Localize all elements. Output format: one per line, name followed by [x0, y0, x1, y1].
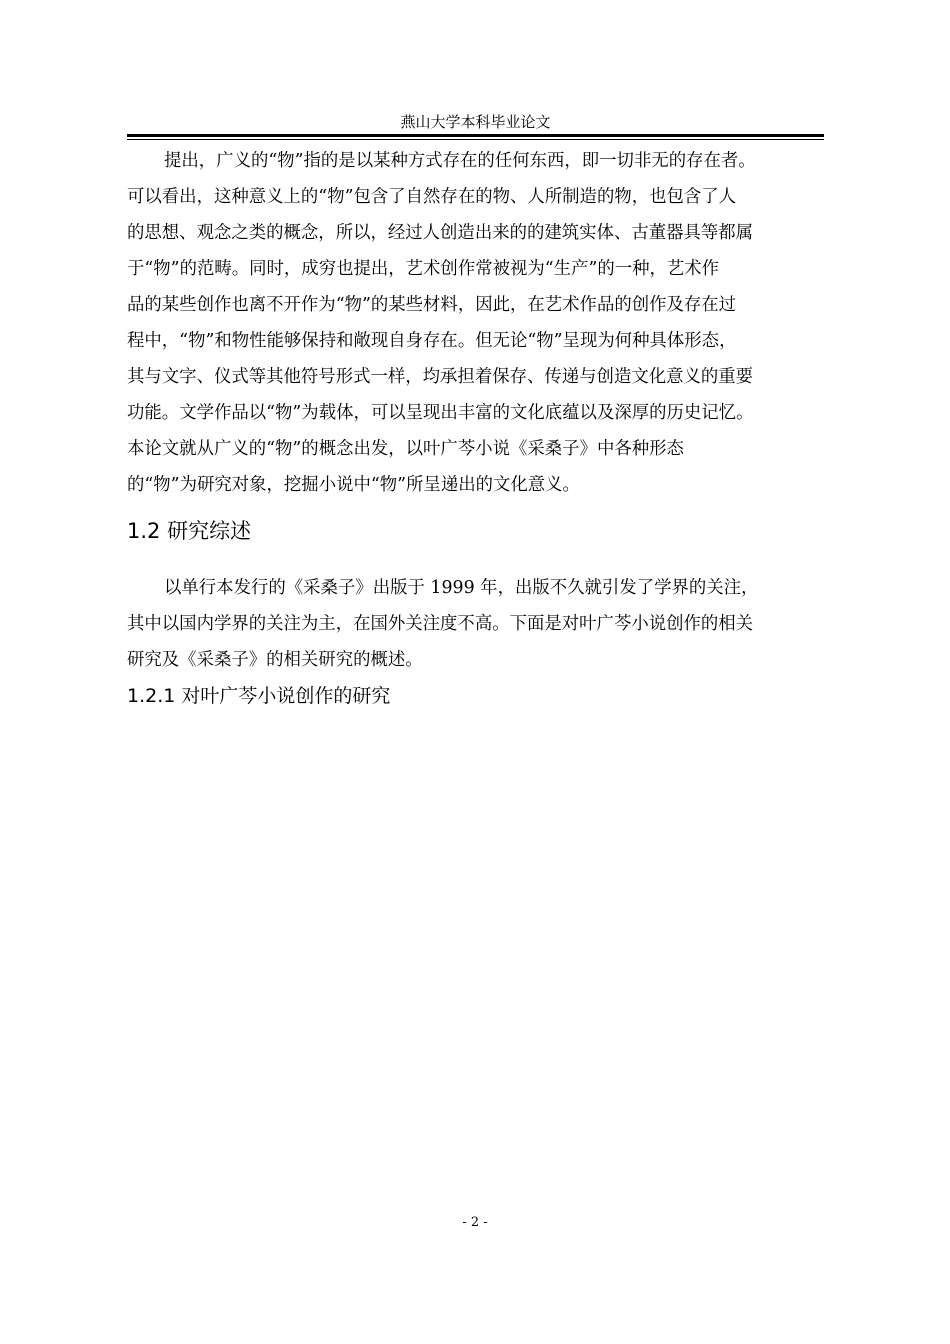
text-line: 功能。文学作品以“物”为载体，可以呈现出丰富的文化底蕴以及深厚的历史记忆。 [127, 403, 754, 423]
intro-paragraph [127, 143, 824, 503]
text-line: 其中以国内学界的关注为主，在国外关注度不高。下面是对叶广芩小说创作的相关 [127, 614, 754, 634]
text-line: 程中，“物”和物性能够保持和敞现自身存在。但无论“物”呈现为何种具体形态， [127, 331, 737, 351]
page-header-title: 燕山大学本科毕业论文 [400, 113, 551, 131]
section-heading-1-2: 1.2 研究综述 [127, 519, 252, 543]
text-line: 其与文字、仪式等其他符号形式一样，均承担着保存、传递与创造文化意义的重要 [127, 367, 754, 387]
text-line: 品的某些创作也离不开作为“物”的某些材料，因此，在艺术作品的创作及存在过 [127, 295, 737, 315]
text-line: 研究及《采桑子》的相关研究的概述。 [127, 650, 423, 670]
text-line: 的思想、观念之类的概念，所以，经过人创造出来的的建筑实体、古董器具等都属 [127, 223, 754, 243]
text-line: 提出，广义的“物”指的是以某种方式存在的任何东西，即一切非无的存在者。 [164, 151, 756, 171]
text-line: 可以看出，这种意义上的“物”包含了自然存在的物、人所制造的物，也包含了人 [127, 187, 737, 207]
text-line: 的“物”为研究对象，挖掘小说中“物”所呈递出的文化意义。 [127, 475, 580, 495]
section-heading-1-2-1: 1.2.1 对叶广芩小说创作的研究 [127, 685, 391, 707]
text-line: 于“物”的范畴。同时，成穷也提出，艺术创作常被视为“生产”的一种，艺术作 [127, 259, 720, 279]
text-line: 以单行本发行的《采桑子》出版于 1999 年，出版不久就引发了学界的关注， [164, 578, 759, 598]
text-line: 本论文就从广义的“物”的概念出发，以叶广芩小说《采桑子》中各种形态 [127, 439, 684, 459]
header-rule-thick [127, 134, 824, 137]
page-number: - 2 - [462, 1215, 488, 1230]
header-rule-thin [127, 139, 824, 140]
review-paragraph [127, 570, 824, 678]
